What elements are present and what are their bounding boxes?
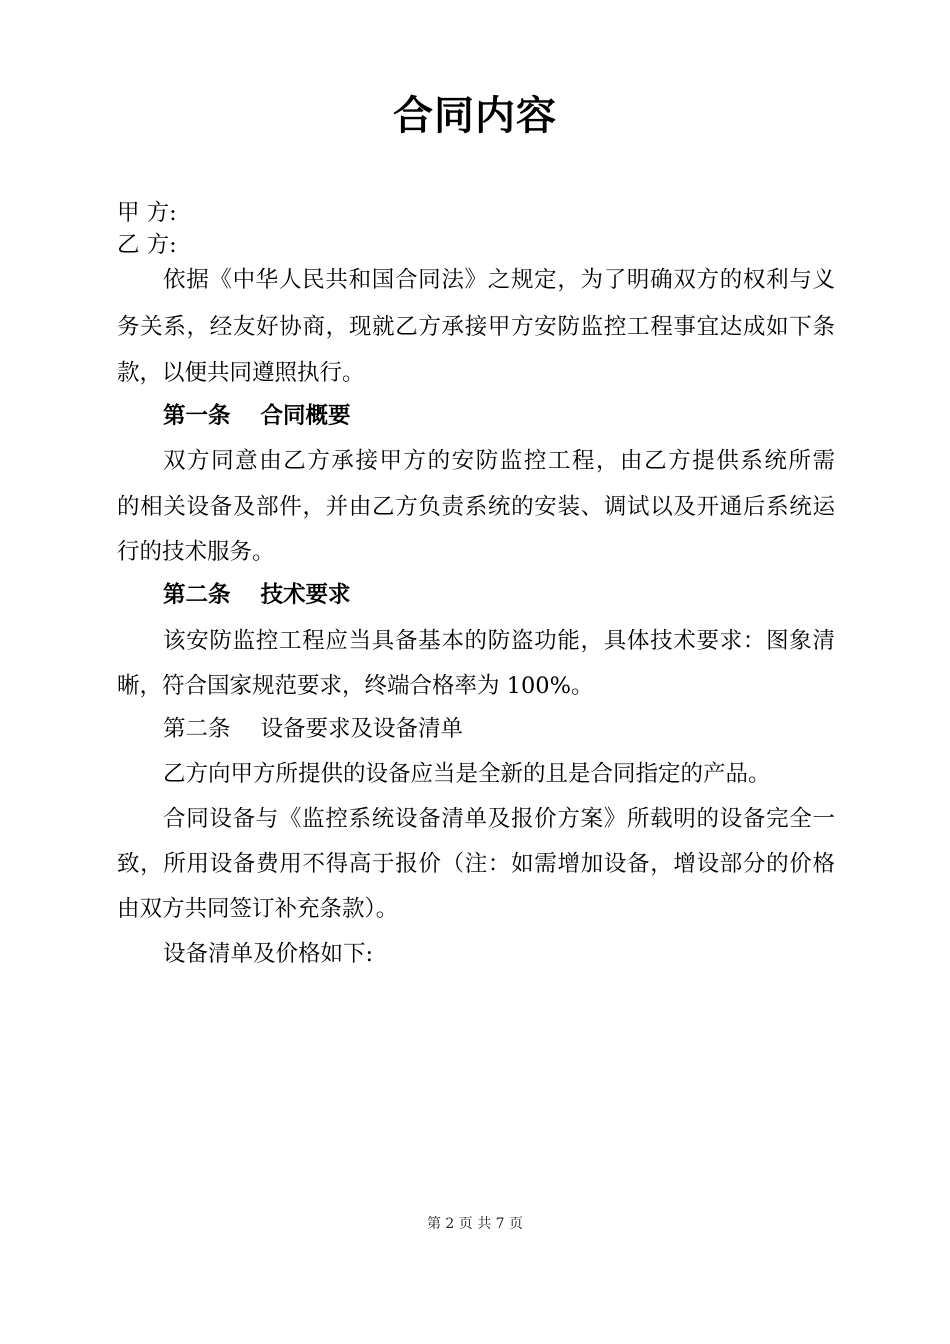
article-1-line-1: 双方同意由乙方承接甲方的安防监控工程，由乙方提供系统所需 <box>163 448 835 474</box>
article-2-number: 第二条 <box>163 582 231 608</box>
article-3-number: 第二条 <box>163 716 231 742</box>
article-3-para2-line-2: 致，所用设备费用不得高于报价（注：如需增加设备，增设部分的价格 <box>117 851 835 877</box>
article-1-heading <box>163 401 351 431</box>
article-1-line-2: 的相关设备及部件，并由乙方负责系统的安装、调试以及开通后系统运 <box>117 494 835 520</box>
article-3-heading <box>163 714 463 744</box>
article-1-line-3: 行的技术服务。 <box>117 539 275 565</box>
preamble-line-2: 务关系，经友好协商，现就乙方承接甲方安防监控工程事宜达成如下条 <box>117 314 835 340</box>
party-b-label: 乙 方: <box>117 232 177 258</box>
article-2-line-1: 该安防监控工程应当具备基本的防盗功能，具体技术要求：图象清 <box>163 628 835 654</box>
page-footer: 第 2 页 共 7 页 <box>426 1216 524 1232</box>
article-3-para2-line-3: 由双方共同签订补充条款）。 <box>117 896 399 922</box>
document-title: 合同内容 <box>393 93 557 139</box>
article-3-para2-line-1: 合同设备与《监控系统设备清单及报价方案》所载明的设备完全一 <box>163 806 835 832</box>
preamble-line-3: 款，以便共同遵照执行。 <box>117 360 365 386</box>
article-3-paragraph-3: 设备清单及价格如下: <box>163 941 374 967</box>
article-3-title: 设备要求及设备清单 <box>260 716 464 742</box>
party-a-label: 甲 方: <box>117 200 177 226</box>
article-3-paragraph-1: 乙方向甲方所提供的设备应当是全新的且是合同指定的产品。 <box>163 761 771 787</box>
article-1-title: 合同概要 <box>260 403 351 429</box>
article-2-line-2: 晰，符合国家规范要求，终端合格率为 100%。 <box>117 673 594 699</box>
article-2-title: 技术要求 <box>260 582 351 608</box>
preamble-line-1: 依据《中华人民共和国合同法》之规定，为了明确双方的权利与义 <box>163 267 835 293</box>
article-1-number: 第一条 <box>163 403 231 429</box>
article-2-heading <box>163 580 351 610</box>
